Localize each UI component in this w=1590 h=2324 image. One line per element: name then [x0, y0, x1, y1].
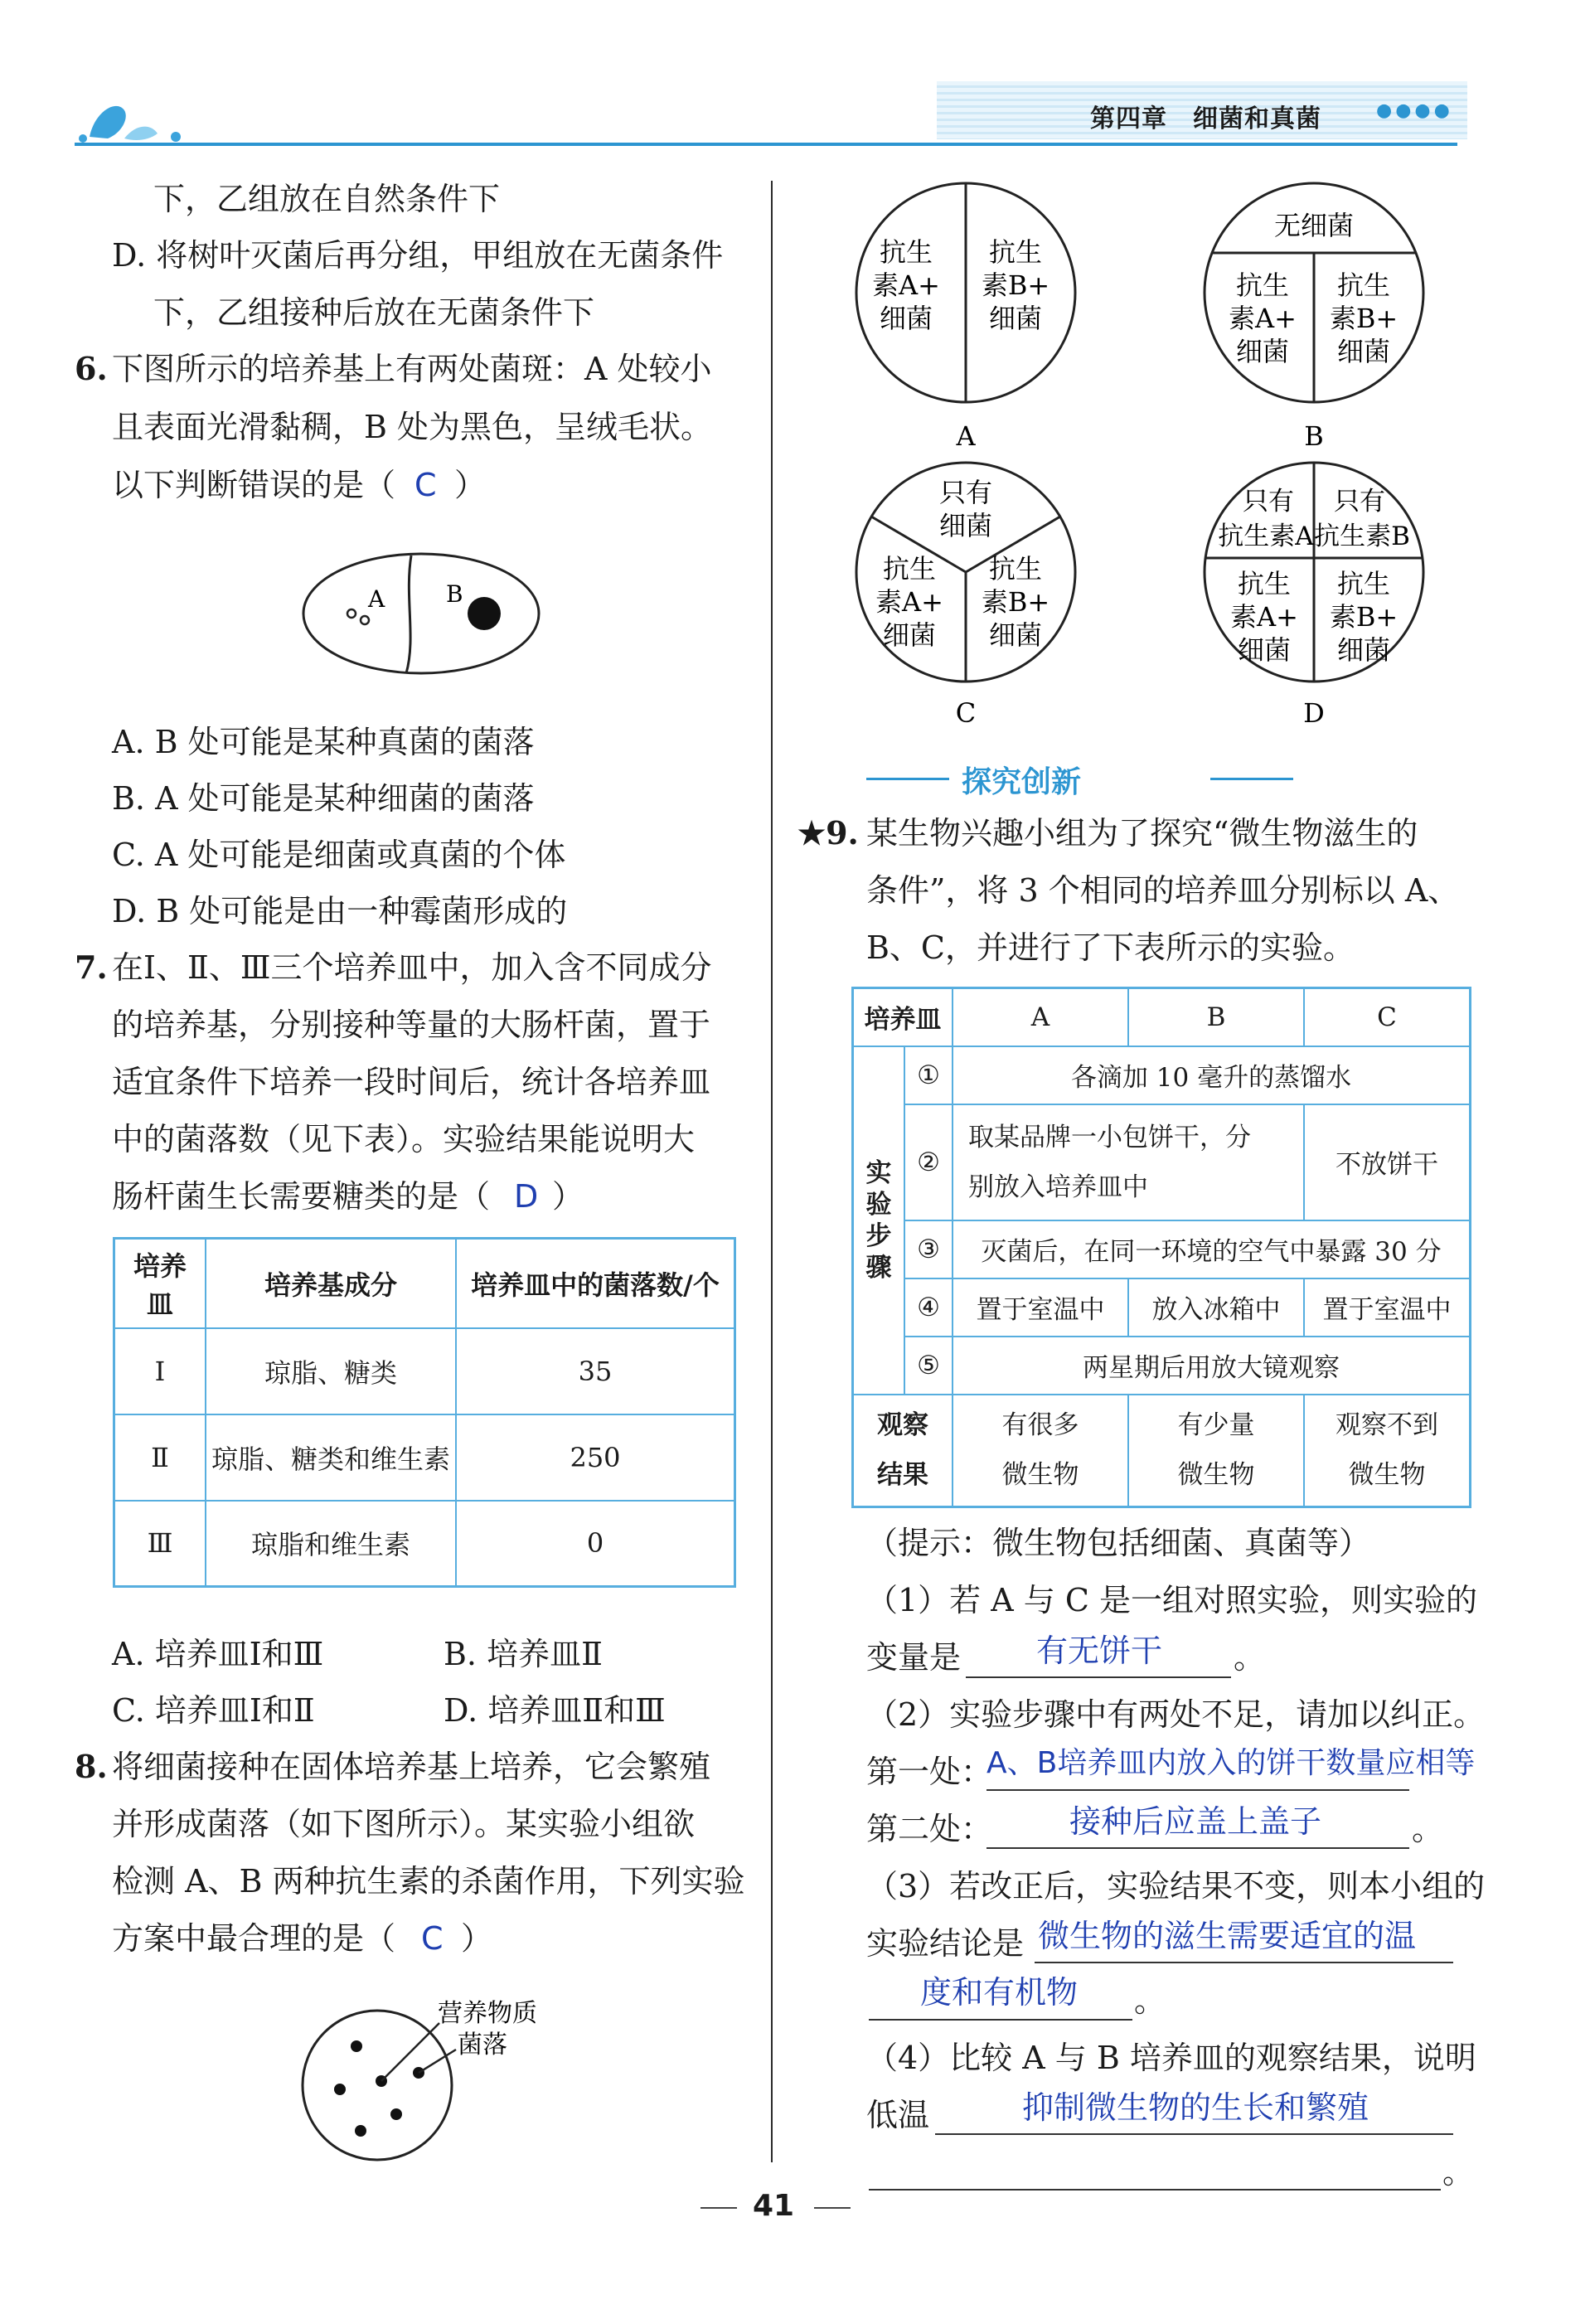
answer-blank	[869, 2189, 1441, 2191]
svg-text:素A+: 素A+	[872, 269, 940, 301]
table-row: 观察 结果 有很多 微生物 有少量 微生物 观察不到 微生物	[853, 1395, 1471, 1507]
q9-part1: （1）若 A 与 C 是一组对照实验，则实验的	[866, 1582, 1478, 1618]
q5-option-d: D. 将树叶灭菌后再分组，甲组放在无菌条件	[112, 237, 724, 274]
section-rule-left	[866, 778, 949, 780]
header-logo	[75, 87, 199, 147]
answer-blank	[986, 1789, 1409, 1791]
svg-text:细菌: 细菌	[1336, 336, 1391, 367]
q9-part2-first-answer: A、B培养皿内放入的饼干数量应相等	[986, 1746, 1476, 1780]
q9-part2-second-answer: 接种后应盖上盖子	[1069, 1803, 1322, 1840]
table-row: 实 验 步 骤 ① 各滴加 10 毫升的蒸馏水	[853, 1046, 1471, 1104]
svg-text:抗生: 抗生	[1336, 568, 1391, 599]
svg-text:抗生: 抗生	[988, 553, 1043, 585]
page-number: 41	[753, 2189, 795, 2223]
q6-line: 以下判断错误的是（	[112, 467, 396, 503]
answer-blank	[1035, 1962, 1453, 1963]
q9-part3-prefix: 实验结论是	[866, 1925, 1025, 1962]
svg-text:抗生: 抗生	[988, 236, 1043, 268]
q6-option-d: D. B 处可能是由一种霉菌形成的	[112, 893, 568, 929]
q9-part3: （3）若改正后，实验结果不变，则本小组的	[866, 1868, 1486, 1904]
q9-part1-answer: 有无饼干	[1036, 1633, 1163, 1669]
q9-part2: （2）实验步骤中有两处不足，请加以纠正。	[866, 1696, 1486, 1733]
svg-text:抗生: 抗生	[1336, 269, 1391, 301]
chapter-title: 第四章 细菌和真菌	[1090, 104, 1321, 133]
q6-line: 且表面光滑黏稠，B 处为黑色，呈绒毛状。	[112, 409, 713, 445]
svg-text:细菌: 细菌	[879, 303, 933, 334]
label-colony: 菌落	[458, 2030, 507, 2060]
q8-close: ）	[461, 1920, 493, 1957]
q8-line: 将细菌接种在固体培养基上培养，它会繁殖	[112, 1749, 711, 1785]
q9-part2-second-prefix: 第二处：	[866, 1811, 993, 1847]
table-header: A	[953, 988, 1128, 1046]
q7-number: 7.	[75, 949, 108, 986]
svg-text:素B+: 素B+	[1329, 303, 1399, 334]
dish-caption: D	[1303, 697, 1325, 729]
q7-line: 肠杆菌生长需要糖类的是（	[112, 1178, 491, 1215]
table-row: ② 取某品牌一小包饼干，分 别放入培养皿中 不放饼干	[853, 1104, 1471, 1220]
q8-colony-figure	[298, 1990, 572, 2164]
leaf-icon-small	[124, 127, 158, 140]
svg-text:只有: 只有	[1334, 487, 1385, 517]
q7-option-b: B. 培养皿Ⅱ	[444, 1636, 603, 1672]
section-rule-right	[1210, 778, 1293, 780]
svg-text:只有: 只有	[938, 477, 993, 508]
q6-option-a: A. B 处可能是某种真菌的菌落	[112, 724, 535, 760]
label-b: B	[446, 580, 463, 608]
svg-text:细菌: 细菌	[988, 303, 1043, 334]
svg-text:细菌: 细菌	[1237, 634, 1292, 666]
table-header: 培养皿	[853, 988, 953, 1046]
table-header: 培养皿中的菌落数/个	[456, 1239, 735, 1328]
dish-b	[1198, 178, 1447, 460]
q8-line: 并形成菌落（如下图所示）。某实验小组欲	[112, 1806, 696, 1842]
table-row: Ⅱ 琼脂、糖类和维生素 250	[114, 1414, 735, 1501]
q9-number: ★9.	[797, 814, 859, 851]
q9-part4-prefix: 低温	[866, 2097, 930, 2133]
svg-text:素B+: 素B+	[981, 586, 1050, 618]
q9-line: B、C，并进行了下表所示的实验。	[866, 929, 1355, 966]
q7-line: 的培养基，分别接种等量的大肠杆菌，置于	[112, 1007, 711, 1043]
svg-text:无细菌: 无细菌	[1273, 210, 1355, 241]
answer-blank	[966, 1676, 1231, 1678]
q7-answer: D	[514, 1178, 539, 1215]
q7-table	[113, 1237, 736, 1588]
q7-line: 适宜条件下培养一段时间后，统计各培养皿	[112, 1064, 711, 1100]
answer-blank	[869, 2019, 1132, 2021]
table-header: C	[1304, 988, 1471, 1046]
dish-caption: B	[1304, 420, 1324, 452]
dish-caption: C	[955, 697, 977, 729]
svg-text:素B+: 素B+	[981, 269, 1050, 301]
q6-option-c: C. A 处可能是细菌或真菌的个体	[112, 837, 566, 873]
table-row: ④ 置于室温中 放入冰箱中 置于室温中	[853, 1278, 1471, 1337]
table-row: ⑤ 两星期后用放大镜观察	[853, 1337, 1471, 1395]
q5-line: 下，乙组接种后放在无菌条件下	[153, 294, 595, 331]
answer-blank	[986, 1847, 1409, 1849]
header-rule	[75, 143, 1457, 146]
q7-option-c: C. 培养皿Ⅰ和Ⅱ	[112, 1692, 315, 1729]
q7-close: ）	[552, 1178, 584, 1215]
dish-c	[850, 460, 1098, 734]
table-row: ③ 灭菌后，在同一环境的空气中暴露 30 分	[853, 1220, 1471, 1278]
q9-part2-first-prefix: 第一处：	[866, 1754, 993, 1790]
q9-part4: （4）比较 A 与 B 培养皿的观察结果，说明	[866, 2040, 1476, 2076]
q8-answer: C	[421, 1920, 444, 1957]
q7-line: 在Ⅰ、Ⅱ、Ⅲ三个培养皿中，加入含不同成分	[112, 949, 712, 986]
table-header: 培养 皿	[114, 1239, 206, 1328]
svg-text:素A+: 素A+	[1229, 303, 1297, 334]
q9-part3-answer-cont: 度和有机物	[920, 1974, 1079, 2011]
q6-option-b: B. A 处可能是某种细菌的菌落	[112, 780, 535, 817]
table-header: B	[1128, 988, 1304, 1046]
svg-text:抗生素A: 抗生素A	[1218, 522, 1314, 551]
header-dots: ●●●●	[1376, 100, 1453, 121]
answer-blank	[935, 2133, 1453, 2135]
q5-line: 下，乙组放在自然条件下	[153, 181, 501, 217]
q9-hint: （提示：微生物包括细菌、真菌等）	[866, 1525, 1371, 1561]
q8-line: 检测 A、B 两种抗生素的杀菌作用，下列实验	[112, 1863, 745, 1899]
svg-text:细菌: 细菌	[988, 619, 1043, 651]
section-title: 探究创新	[962, 765, 1082, 799]
q9-part1-prefix: 变量是	[866, 1639, 962, 1676]
dish-a	[850, 178, 1098, 460]
q7-option-a: A. 培养皿Ⅰ和Ⅲ	[112, 1636, 324, 1672]
q7-line: 中的菌落数（见下表）。实验结果能说明大	[112, 1121, 696, 1157]
svg-text:素B+: 素B+	[1329, 601, 1399, 633]
table-header: 培养基成分	[206, 1239, 456, 1328]
q7-option-d: D. 培养皿Ⅱ和Ⅲ	[444, 1692, 666, 1729]
svg-text:抗生: 抗生	[879, 236, 933, 268]
q6-number: 6.	[75, 350, 108, 387]
q8-number: 8.	[75, 1748, 108, 1785]
q8-line: 方案中最合理的是（	[112, 1920, 396, 1957]
dish-d	[1198, 460, 1447, 734]
svg-text:细菌: 细菌	[1235, 336, 1290, 367]
svg-text:细菌: 细菌	[882, 619, 937, 651]
svg-text:抗生: 抗生	[882, 553, 937, 585]
steps-label: 实 验 步 骤	[853, 1046, 905, 1395]
q9-table	[851, 987, 1471, 1508]
leaf-icon	[90, 106, 126, 138]
svg-text:细菌: 细菌	[1336, 634, 1391, 666]
table-row: Ⅰ 琼脂、糖类 35	[114, 1328, 735, 1414]
q9-part3-answer: 微生物的滋生需要适宜的温	[1038, 1918, 1417, 1954]
q6-close: ）	[454, 467, 487, 503]
svg-text:素A+: 素A+	[875, 586, 943, 618]
svg-text:抗生素B: 抗生素B	[1314, 522, 1410, 551]
svg-text:抗生: 抗生	[1237, 568, 1292, 599]
svg-text:细菌: 细菌	[938, 510, 993, 541]
table-row: Ⅲ 琼脂和维生素 0	[114, 1501, 735, 1587]
q9-line: 某生物兴趣小组为了探究“微生物滋生的	[866, 815, 1418, 851]
label-a: A	[368, 585, 385, 613]
svg-text:素A+: 素A+	[1230, 601, 1298, 633]
column-divider	[771, 181, 773, 2162]
label-nutrient: 营养物质	[438, 1999, 537, 2028]
svg-text:抗生: 抗生	[1235, 269, 1290, 301]
svg-text:只有: 只有	[1243, 487, 1294, 517]
q6-petri-figure	[298, 547, 547, 688]
q6-line: 下图所示的培养基上有两处菌斑：A 处较小	[112, 351, 712, 387]
q6-answer: C	[414, 467, 437, 503]
q9-line: 条件”，将 3 个相同的培养皿分别标以 A、	[866, 872, 1460, 909]
q9-part4-answer: 抑制微生物的生长和繁殖	[1022, 2089, 1369, 2126]
dish-caption: A	[956, 420, 976, 452]
